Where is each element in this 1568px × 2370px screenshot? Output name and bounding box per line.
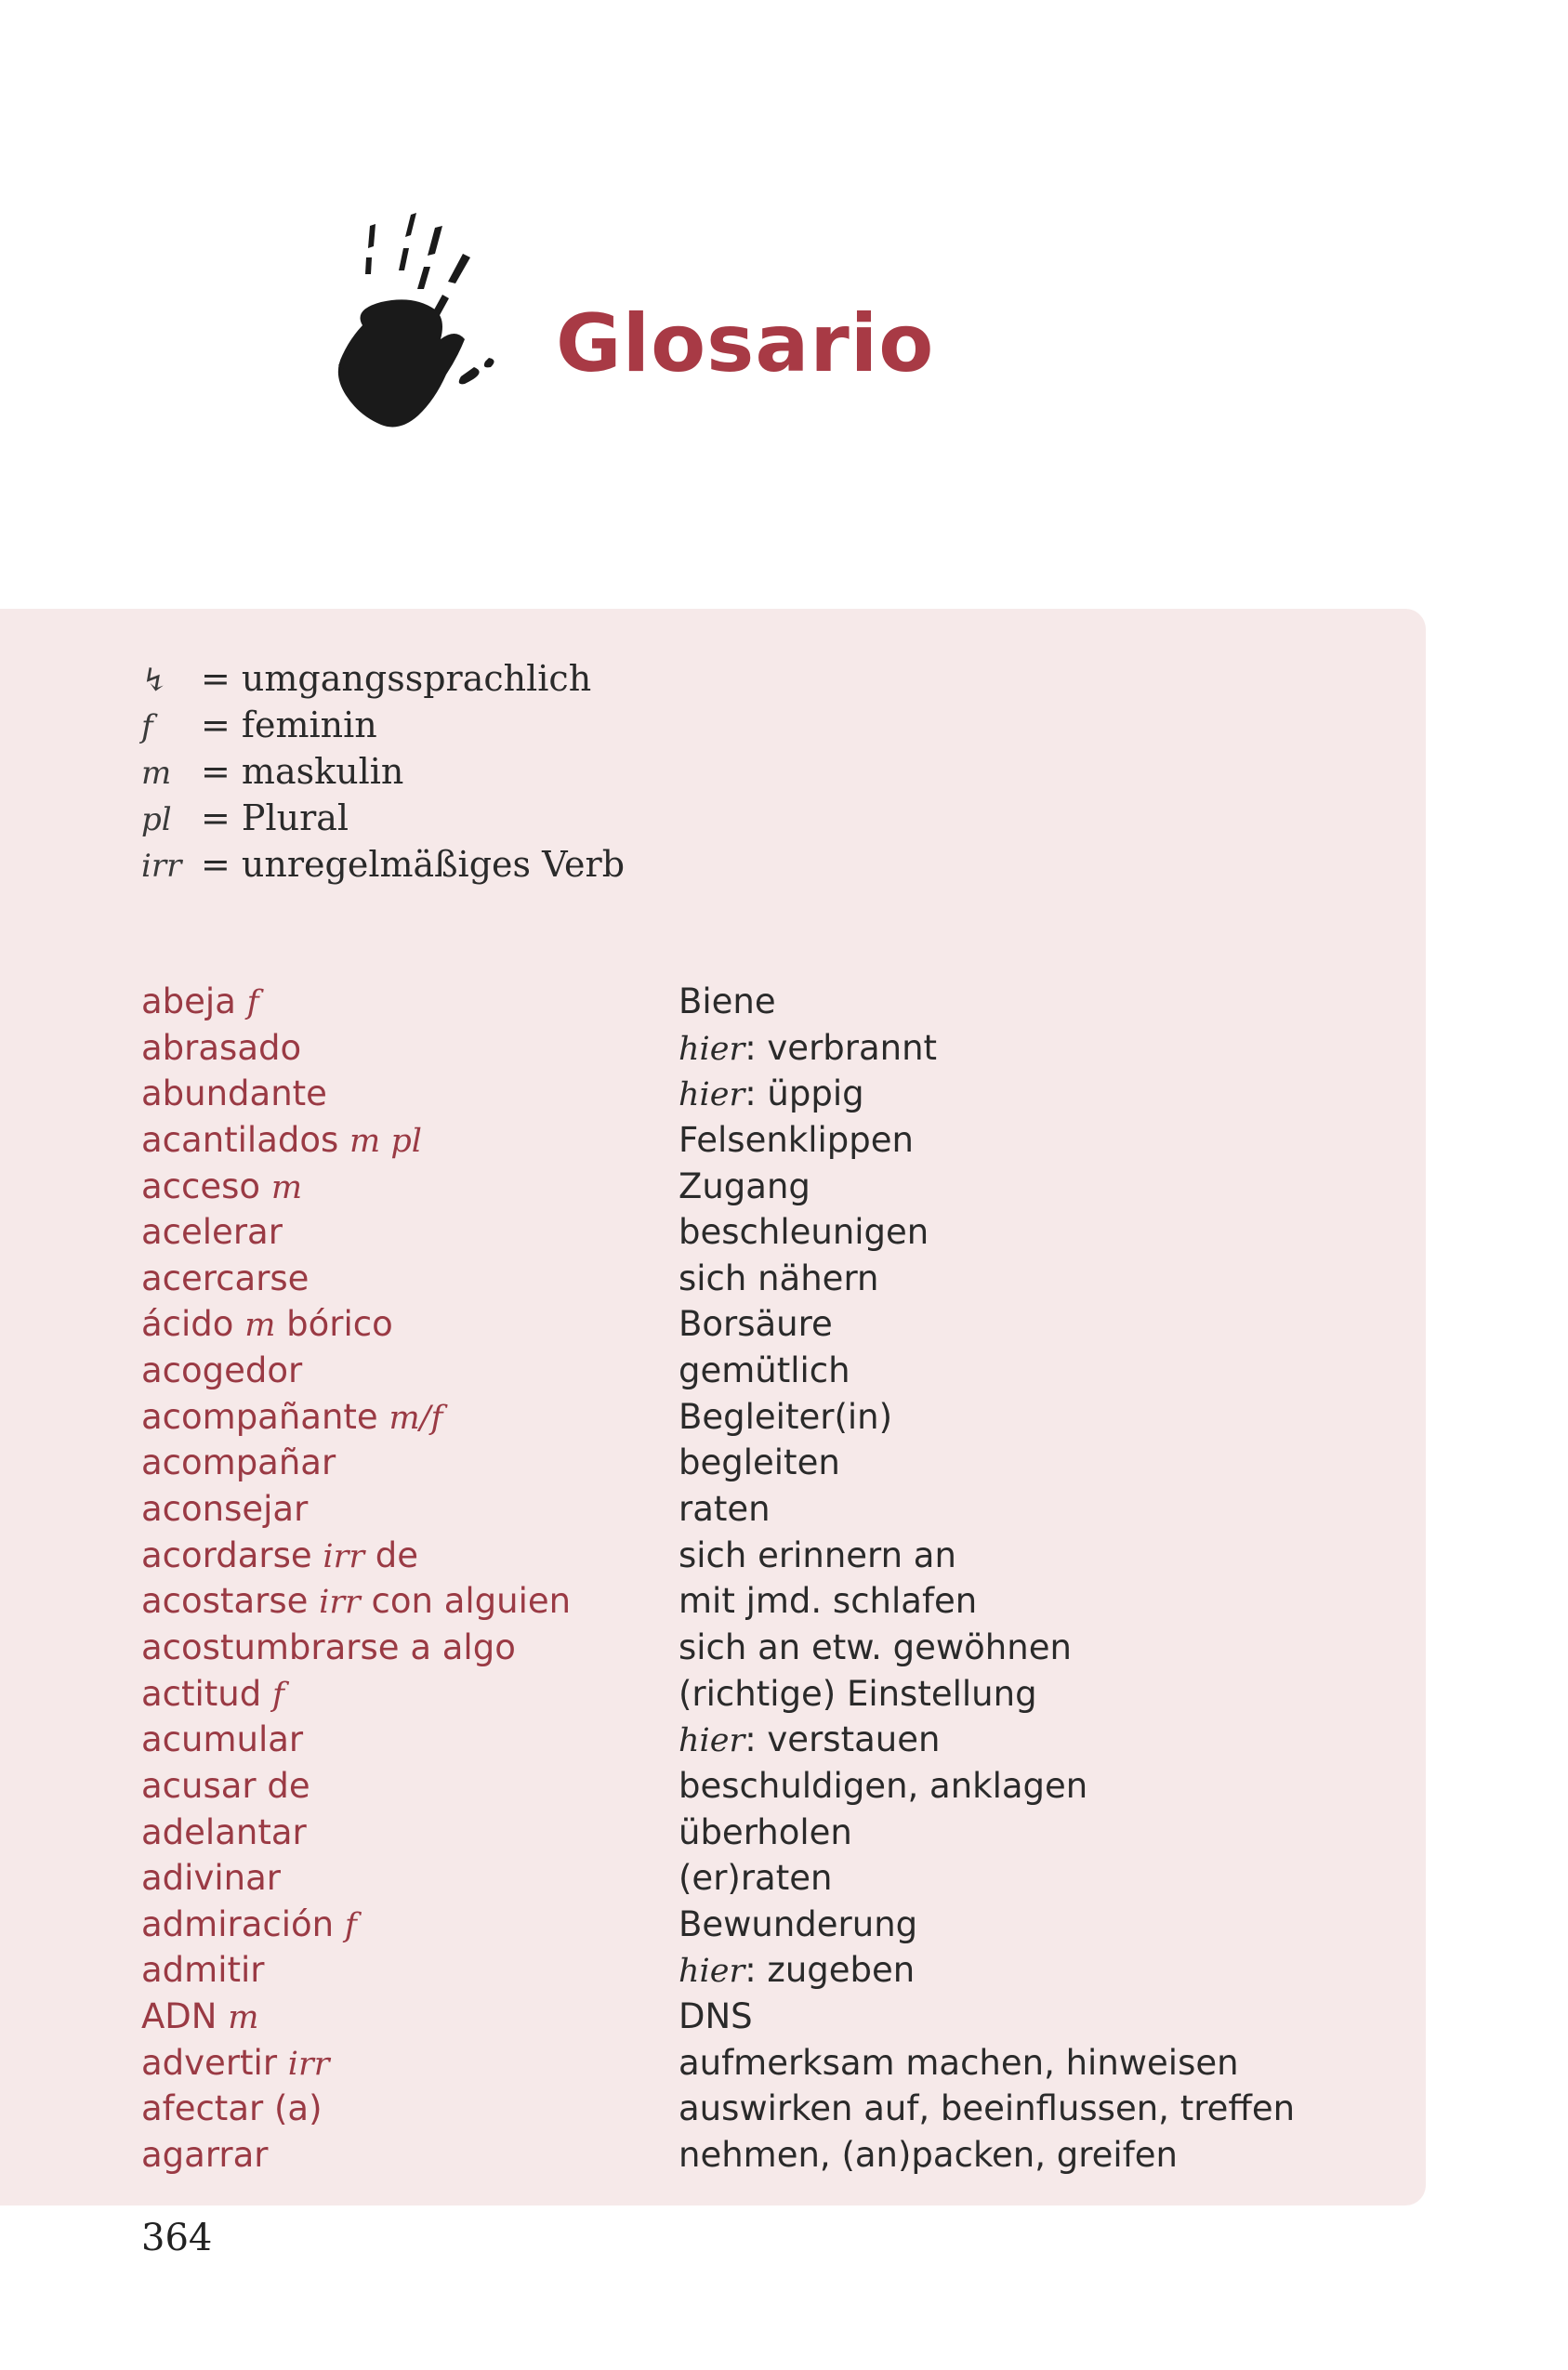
term-text: advertir bbox=[141, 2042, 288, 2083]
spanish-term bbox=[141, 1625, 516, 1671]
term-text: acordarse bbox=[141, 1534, 323, 1575]
term-text: aconsejar bbox=[141, 1489, 309, 1530]
glossary-entry bbox=[141, 1947, 1377, 1994]
term-text: acelerar bbox=[141, 1212, 283, 1253]
term-text: ADN bbox=[141, 1996, 229, 2037]
spanish-term bbox=[141, 2086, 323, 2132]
spanish-term bbox=[141, 1533, 418, 1581]
spanish-term bbox=[141, 2040, 329, 2088]
spanish-term bbox=[141, 1902, 357, 1950]
spanish-term bbox=[141, 1671, 284, 1719]
legend-abbreviation: ↯ bbox=[141, 662, 168, 699]
glossary-entry bbox=[141, 1855, 1377, 1902]
abbreviation-legend bbox=[141, 655, 625, 888]
term-text: acostarse bbox=[141, 1581, 320, 1622]
translation-text: auswirken auf, beeinflussen, treffen bbox=[679, 2088, 1296, 2129]
term-text: acercarse bbox=[141, 1257, 310, 1298]
legend-definition: = feminin bbox=[201, 704, 377, 745]
spanish-term bbox=[141, 1578, 571, 1626]
legend-definition: = maskulin bbox=[201, 751, 404, 792]
term-text: de bbox=[364, 1534, 419, 1575]
glossary-entry bbox=[141, 1301, 1377, 1348]
spanish-term bbox=[141, 1256, 309, 1302]
glossary-entry bbox=[141, 1810, 1377, 1856]
german-translation bbox=[679, 2040, 1239, 2087]
german-translation bbox=[679, 1164, 810, 1210]
spanish-term bbox=[141, 979, 259, 1027]
translation-text: sich an etw. gewöhnen bbox=[679, 1626, 1072, 1667]
translation-text: Bewunderung bbox=[679, 1903, 918, 1944]
translation-text: überholen bbox=[679, 1811, 852, 1852]
german-translation bbox=[679, 1578, 977, 1625]
glossary-entry bbox=[141, 1486, 1377, 1533]
grammar-marker: irr bbox=[319, 1584, 361, 1622]
grammar-marker: m bbox=[244, 1307, 276, 1345]
spanish-term bbox=[141, 1025, 301, 1072]
spanish-term bbox=[141, 1209, 283, 1256]
term-text: acompañante bbox=[141, 1396, 389, 1437]
term-text: abundante bbox=[141, 1073, 327, 1114]
page-number: 364 bbox=[141, 2217, 213, 2259]
glossary-entry bbox=[141, 1256, 1377, 1302]
spanish-term bbox=[141, 2132, 269, 2179]
term-text: afectar (a) bbox=[141, 2088, 323, 2129]
german-translation bbox=[679, 1902, 917, 1948]
legend-definition: = Plural bbox=[201, 797, 349, 838]
term-text: acumular bbox=[141, 1719, 304, 1760]
german-translation bbox=[679, 1947, 915, 1995]
term-text: acostumbrarse a algo bbox=[141, 1626, 516, 1667]
translation-text: Begleiter(in) bbox=[679, 1396, 893, 1437]
grammar-marker: m/f bbox=[389, 1399, 443, 1437]
term-text: abrasado bbox=[141, 1027, 302, 1068]
german-translation bbox=[679, 2086, 1295, 2132]
glossary-entry bbox=[141, 1394, 1377, 1441]
grammar-marker: f bbox=[246, 984, 259, 1021]
term-text: acusar de bbox=[141, 1765, 310, 1806]
spanish-term bbox=[141, 1855, 281, 1902]
glossary-entry bbox=[141, 1440, 1377, 1486]
german-translation bbox=[679, 1855, 832, 1902]
german-translation bbox=[679, 1671, 1037, 1718]
glossary-entry bbox=[141, 1763, 1377, 1810]
spanish-term bbox=[141, 1947, 264, 1994]
usage-note: hier bbox=[679, 1953, 745, 1991]
german-translation bbox=[679, 1117, 914, 1164]
spanish-term bbox=[141, 1486, 308, 1533]
spanish-term bbox=[141, 1071, 327, 1117]
german-translation bbox=[679, 1717, 940, 1765]
legend-definition: = unregelmäßiges Verb bbox=[201, 844, 626, 885]
usage-note: hier bbox=[679, 1076, 745, 1114]
term-text: acantilados bbox=[141, 1119, 350, 1160]
translation-text: (er)raten bbox=[679, 1858, 833, 1899]
german-translation bbox=[679, 1209, 929, 1256]
german-translation bbox=[679, 1301, 833, 1348]
term-text: admiración bbox=[141, 1903, 345, 1944]
german-translation bbox=[679, 1994, 753, 2040]
term-text: bórico bbox=[275, 1304, 393, 1345]
grammar-marker: f bbox=[272, 1676, 284, 1714]
glossary-entry bbox=[141, 1209, 1377, 1256]
spanish-term bbox=[141, 1810, 307, 1856]
glossary-entry bbox=[141, 2132, 1377, 2179]
spanish-term bbox=[141, 1394, 442, 1442]
translation-text: begleiten bbox=[679, 1442, 840, 1483]
german-translation bbox=[679, 1394, 892, 1441]
handprint-icon bbox=[325, 209, 548, 451]
translation-text: Zugang bbox=[679, 1165, 810, 1206]
term-text: acogedor bbox=[141, 1350, 303, 1391]
grammar-marker: irr bbox=[323, 1537, 365, 1575]
translation-text: : verstauen bbox=[744, 1719, 941, 1760]
legend-row bbox=[141, 795, 625, 841]
glossary-entry bbox=[141, 1164, 1377, 1210]
translation-text: beschuldigen, anklagen bbox=[679, 1765, 1088, 1806]
spanish-term bbox=[141, 1301, 393, 1350]
translation-text: mit jmd. schlafen bbox=[679, 1581, 978, 1622]
glossary-entry bbox=[141, 1578, 1377, 1625]
legend-abbreviation: irr bbox=[141, 848, 182, 885]
term-text: acceso bbox=[141, 1165, 271, 1206]
legend-abbreviation: pl bbox=[141, 801, 172, 838]
translation-text: sich erinnern an bbox=[679, 1534, 956, 1575]
legend-row bbox=[141, 841, 625, 888]
spanish-term bbox=[141, 1717, 303, 1763]
translation-text: gemütlich bbox=[679, 1350, 850, 1391]
german-translation bbox=[679, 1025, 937, 1073]
german-translation bbox=[679, 1810, 852, 1856]
legend-row bbox=[141, 655, 625, 702]
glossary-entry bbox=[141, 1071, 1377, 1117]
translation-text: DNS bbox=[679, 1996, 753, 2037]
legend-row bbox=[141, 702, 625, 748]
term-text: con alguien bbox=[360, 1581, 572, 1622]
translation-text: (richtige) Einstellung bbox=[679, 1673, 1037, 1714]
glossary-entry bbox=[141, 1117, 1377, 1164]
grammar-marker: m pl bbox=[349, 1122, 422, 1160]
term-text: adivinar bbox=[141, 1858, 281, 1899]
spanish-term bbox=[141, 1440, 336, 1486]
legend-abbreviation: f bbox=[141, 708, 153, 745]
translation-text: sich nähern bbox=[679, 1257, 879, 1298]
glossary-entry bbox=[141, 1671, 1377, 1718]
glossary-entry bbox=[141, 1994, 1377, 2040]
legend-row bbox=[141, 748, 625, 795]
german-translation bbox=[679, 979, 776, 1025]
glossary-entry bbox=[141, 1902, 1377, 1948]
term-text: agarrar bbox=[141, 2135, 269, 2176]
glossary-entry bbox=[141, 1717, 1377, 1763]
term-text: abeja bbox=[141, 981, 247, 1021]
glossary-entry bbox=[141, 1625, 1377, 1671]
glossary-entry bbox=[141, 2086, 1377, 2132]
legend-definition: = umgangssprachlich bbox=[201, 658, 592, 699]
german-translation bbox=[679, 1348, 850, 1394]
grammar-marker: irr bbox=[287, 2045, 330, 2083]
german-translation bbox=[679, 1763, 1087, 1810]
german-translation bbox=[679, 1486, 771, 1533]
german-translation bbox=[679, 1533, 956, 1579]
usage-note: hier bbox=[679, 1030, 745, 1068]
spanish-term bbox=[141, 1994, 258, 2042]
translation-text: aufmerksam machen, hinweisen bbox=[679, 2042, 1239, 2083]
glossary-entry bbox=[141, 1348, 1377, 1394]
grammar-marker: m bbox=[270, 1168, 303, 1206]
term-text: adelantar bbox=[141, 1811, 307, 1852]
spanish-term bbox=[141, 1117, 422, 1165]
grammar-marker: m bbox=[228, 1999, 259, 2037]
glossary-header bbox=[325, 209, 976, 451]
translation-text: beschleunigen bbox=[679, 1212, 929, 1253]
legend-abbreviation: m bbox=[141, 755, 172, 792]
page-title: Glosario bbox=[556, 297, 935, 390]
translation-text: Biene bbox=[679, 981, 776, 1021]
german-translation bbox=[679, 1440, 840, 1486]
glossary-entry bbox=[141, 979, 1377, 1025]
usage-note: hier bbox=[679, 1722, 745, 1760]
translation-text: Borsäure bbox=[679, 1304, 833, 1345]
glossary-entry bbox=[141, 2040, 1377, 2087]
german-translation bbox=[679, 1071, 864, 1119]
spanish-term bbox=[141, 1164, 302, 1212]
german-translation bbox=[679, 1256, 878, 1302]
translation-text: nehmen, (an)packen, greifen bbox=[679, 2135, 1178, 2176]
grammar-marker: f bbox=[344, 1906, 357, 1944]
german-translation bbox=[679, 1625, 1072, 1671]
term-text: ácido bbox=[141, 1304, 245, 1345]
translation-text: : üppig bbox=[744, 1073, 864, 1114]
glossary-entries bbox=[141, 979, 1377, 2179]
spanish-term bbox=[141, 1348, 302, 1394]
spanish-term bbox=[141, 1763, 310, 1810]
translation-text: Felsenklippen bbox=[679, 1119, 914, 1160]
german-translation bbox=[679, 2132, 1178, 2179]
term-text: acompañar bbox=[141, 1442, 336, 1483]
translation-text: : zugeben bbox=[744, 1950, 916, 1991]
glossary-entry bbox=[141, 1025, 1377, 1072]
term-text: admitir bbox=[141, 1950, 265, 1991]
term-text: actitud bbox=[141, 1673, 273, 1714]
translation-text: raten bbox=[679, 1489, 771, 1530]
glossary-entry bbox=[141, 1533, 1377, 1579]
translation-text: : verbrannt bbox=[744, 1027, 938, 1068]
